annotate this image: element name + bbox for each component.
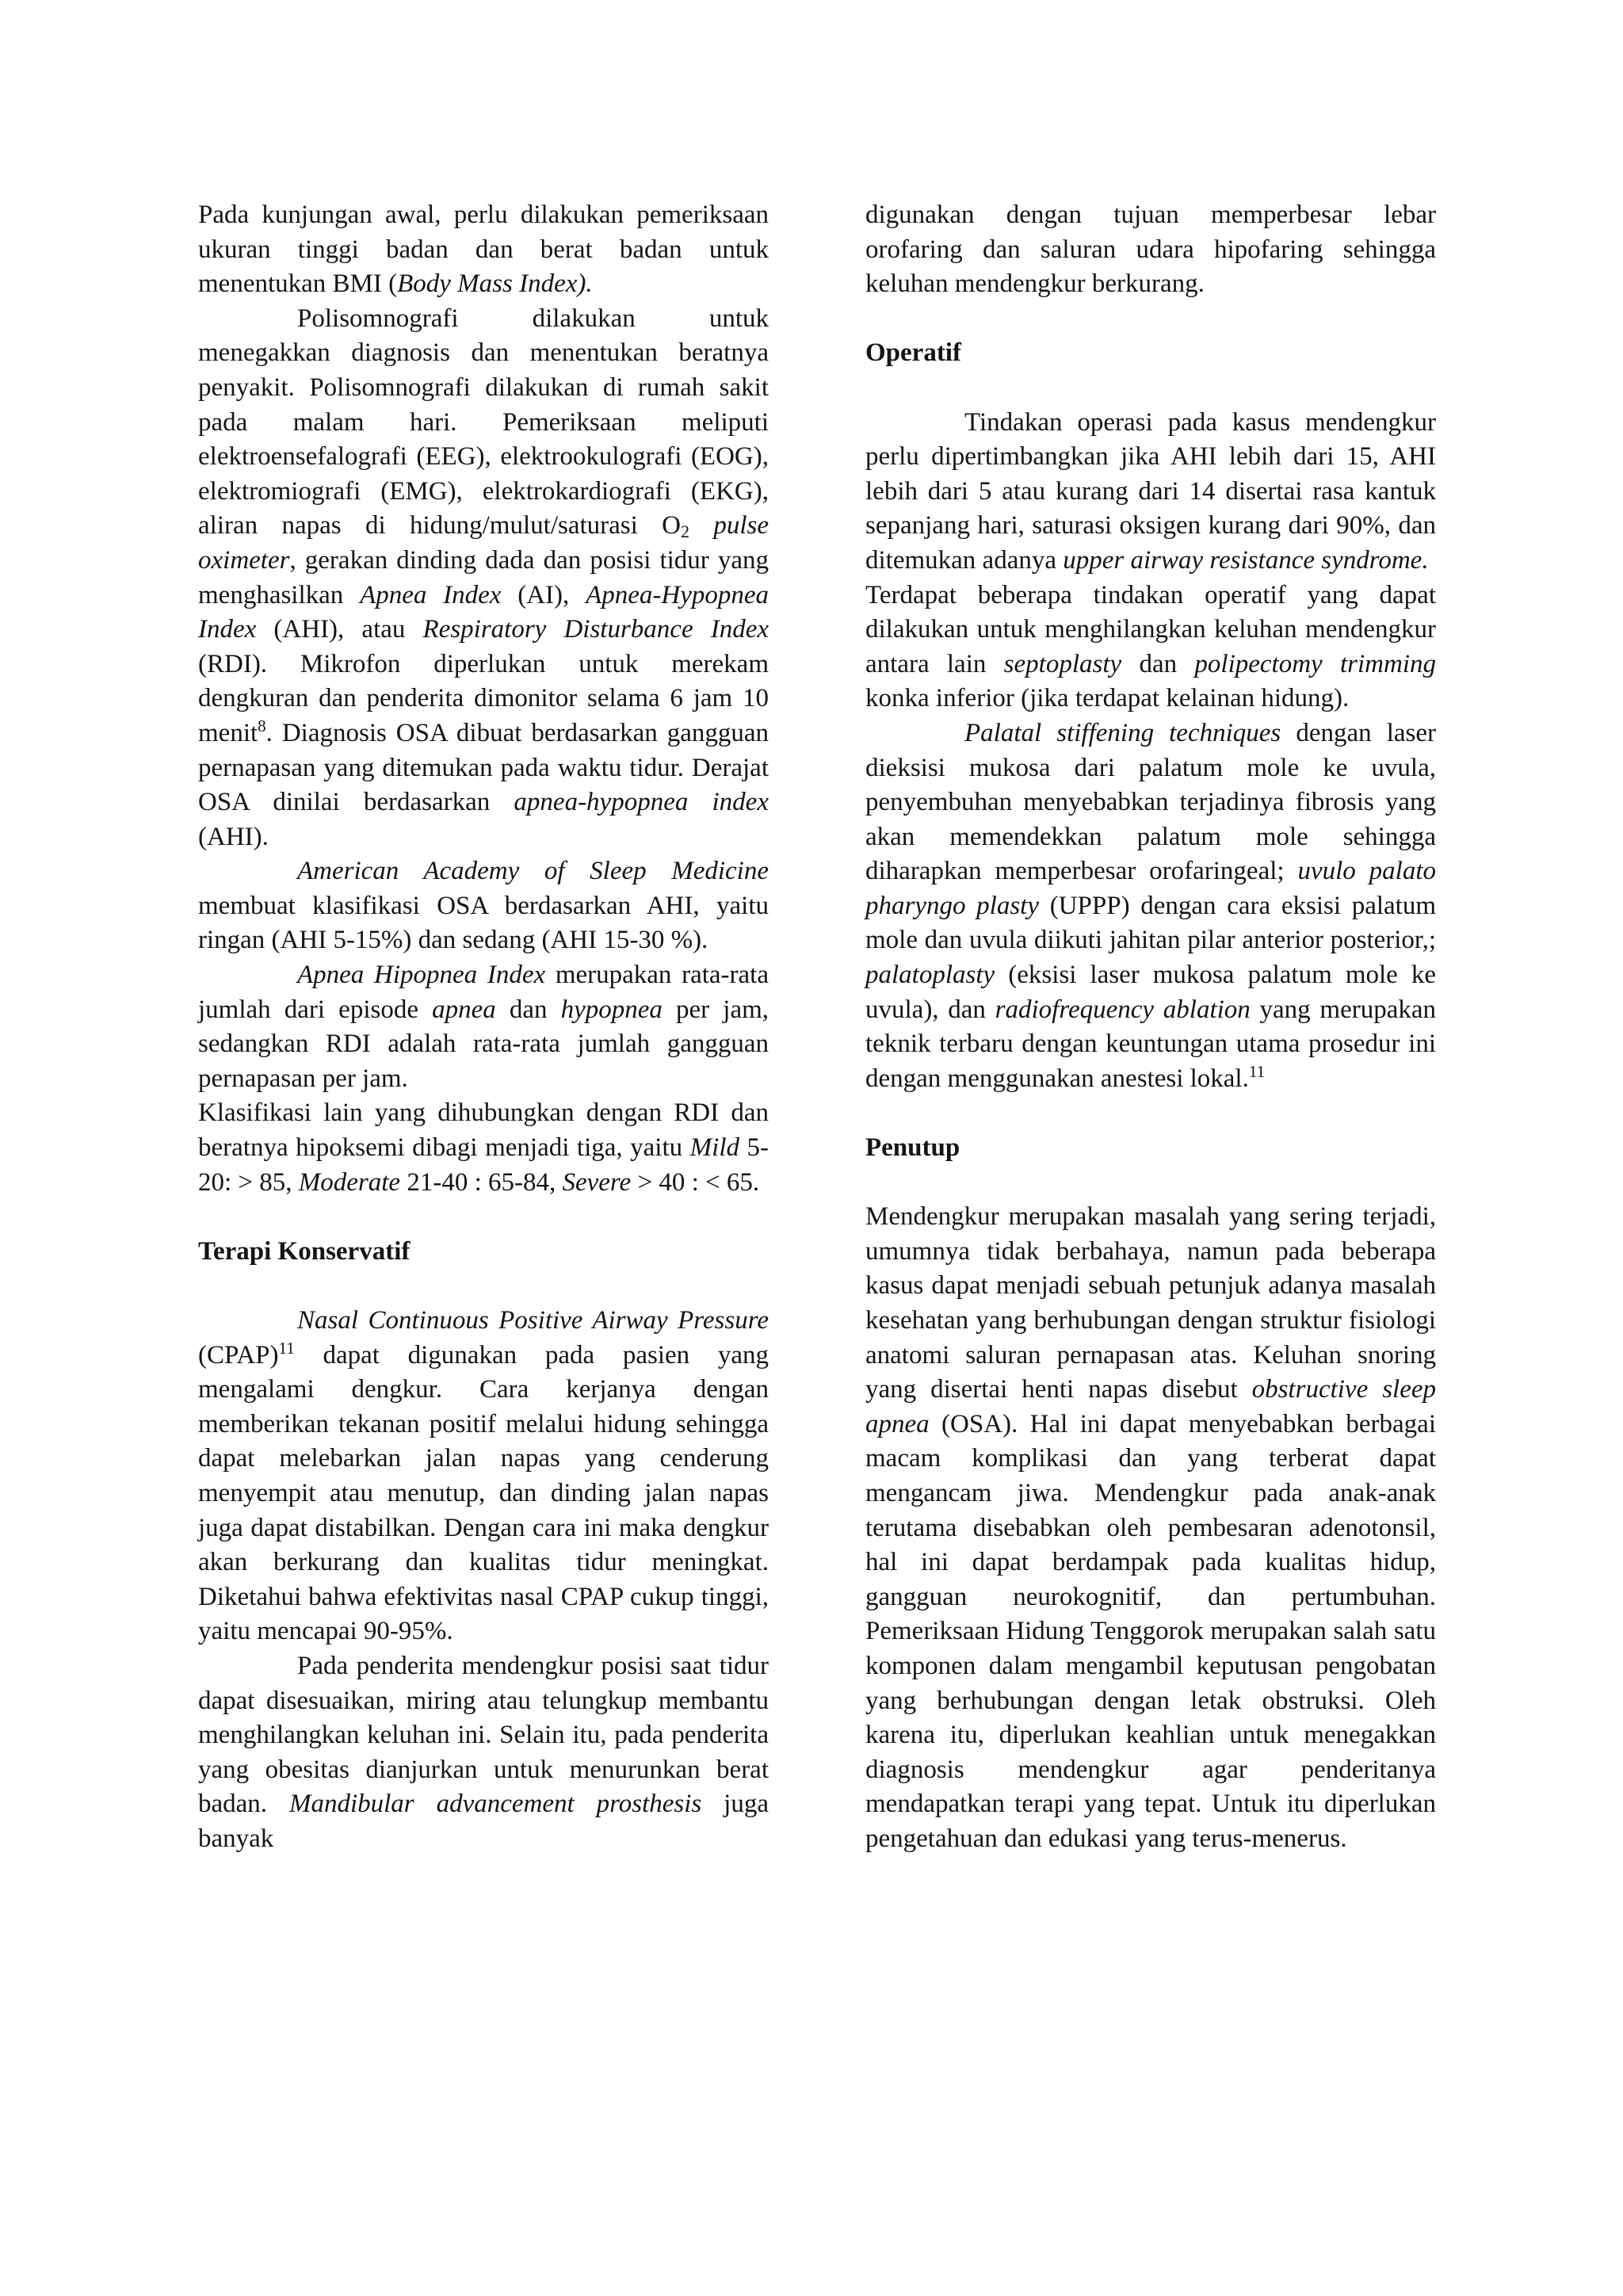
spacer xyxy=(865,1096,1436,1131)
text: (CPAP) xyxy=(198,1340,279,1370)
paragraph-ahi xyxy=(198,958,769,1096)
text: Pada kunjungan awal, perlu dilakukan pemeriksaan ukuran tinggi badan dan berat badan untuk menentukan BMI ( xyxy=(198,201,769,299)
text: Tindakan operasi pada kasus mendengkur perlu dipertimbangkan jika AHI lebih dari 15, AHI lebih dari 5 atau kurang dari 14 disertai rasa kantuk sepanjang hari, saturasi oksigen kurang dari 90%, dan ditemukan adanya xyxy=(865,407,1436,575)
text: (AHI). xyxy=(198,822,269,851)
text: Klasifikasi lain yang dihubungkan dengan RDI dan beratnya hipoksemi dibagi menjadi tiga, yaitu xyxy=(198,1098,769,1163)
spacer xyxy=(865,371,1436,406)
text-italic: Apnea Index xyxy=(360,580,502,609)
text-italic: Respiratory Disturbance Index xyxy=(422,615,769,644)
paragraph-surgery-indication xyxy=(865,406,1436,579)
subscript: 2 xyxy=(680,521,689,542)
paragraph-aasm xyxy=(198,854,769,958)
right-column xyxy=(865,198,1436,1857)
spacer xyxy=(198,1269,769,1304)
text: 21-40 : 65-84, xyxy=(400,1167,563,1197)
text: per jam, sedangkan RDI adalah rata-rata jumlah gangguan pernapasan per jam. xyxy=(198,995,769,1093)
text: Terdapat beberapa tindakan operatif yang dapat dilakukan untuk menghilangkan keluhan mendengkur antara lain xyxy=(865,580,1436,678)
section-heading-terapi-konservatif: Terapi Konservatif xyxy=(198,1236,411,1266)
text-italic: Severe xyxy=(562,1167,632,1197)
text: dan xyxy=(495,995,561,1024)
text: , gerakan dinding dada dan posisi tidur yang menghasilkan xyxy=(198,545,769,609)
text-italic: pulse oximeter xyxy=(198,511,769,575)
text: (eksisi laser mukosa palatum mole ke uvula), dan xyxy=(865,961,1436,1024)
text: (AI), xyxy=(501,580,586,609)
text-italic: uvulo palato pharyngo plasty xyxy=(865,857,1436,920)
text: konka inferior (jika terdapat kelainan hidung). xyxy=(865,684,1350,713)
paragraph-conclusion xyxy=(865,1200,1436,1856)
text: yang merupakan teknik terbaru dengan keuntungan utama prosedur ini dengan menggunakan anestesi lokal. xyxy=(865,995,1437,1093)
text: dapat digunakan pada pasien yang mengalami dengkur. Cara kerjanya dengan memberikan tekanan positif melalui hidung sehingga dapat melebarkan jalan napas yang cenderung menyempit atau menutup, dan dinding jalan napas juga dapat distabilkan. Dengan cara ini maka dengkur akan berkurang dan kualitas tidur meningkat. Diketahui bahwa efektivitas nasal CPAP cukup tinggi, yaitu mencapai 90-95%. xyxy=(198,1340,769,1646)
text-italic: apnea-hypopnea index xyxy=(514,788,769,817)
paragraph-cpap xyxy=(198,1304,769,1649)
spacer xyxy=(865,302,1436,337)
paragraph-rdi-classification xyxy=(198,1096,769,1200)
text-italic: Apnea Hipopnea Index xyxy=(297,961,546,990)
paragraph-initial-visit xyxy=(198,198,769,302)
text: Pada penderita mendengkur posisi saat tidur dapat disesuaikan, miring atau telungkup membantu menghilangkan keluhan ini. Selain itu, pada penderita yang obesitas dianjurkan untuk menurunkan berat badan. xyxy=(198,1651,769,1819)
text-italic: septoplasty xyxy=(1003,649,1122,678)
section-heading-operatif: Operatif xyxy=(865,338,961,368)
text-italic: radiofrequency ablation xyxy=(995,995,1251,1024)
left-column xyxy=(198,198,769,1857)
text-italic: Mild xyxy=(689,1133,739,1163)
superscript-citation: 11 xyxy=(1248,1061,1266,1081)
text: merupakan rata-rata jumlah dari episode xyxy=(198,961,769,1024)
paragraph-operative-actions xyxy=(865,579,1436,716)
text: . Diagnosis OSA dibuat berdasarkan gangguan pernapasan yang ditemukan pada waktu tidur. Derajat OSA dinilai berdasarkan xyxy=(198,718,769,817)
text-italic: Moderate xyxy=(298,1167,401,1197)
paragraph-palatal-techniques xyxy=(865,716,1436,1097)
text: (UPPP) dengan cara eksisi palatum mole dan uvula diikuti jahitan pilar anterior posterior,; xyxy=(865,891,1437,955)
spacer xyxy=(865,1166,1436,1201)
text-italic: apnea xyxy=(432,995,496,1024)
text: > 40 : < 65. xyxy=(631,1167,760,1197)
text-italic: Mandibular advancement prosthesis xyxy=(288,1790,702,1819)
text-italic: polipectomy trimming xyxy=(1194,649,1436,678)
text: dengan laser dieksisi mukosa dari palatum mole ke uvula, penyembuhan menyebabkan terjadinya fibrosis yang akan memendekkan palatum mole sehingga diharapkan memperbesar orofaringeal; xyxy=(865,718,1436,886)
text: membuat klasifikasi OSA berdasarkan AHI, yaitu ringan (AHI 5-15%) dan sedang (AHI 15-30 %). xyxy=(198,891,769,955)
section-heading-penutup: Penutup xyxy=(865,1133,960,1163)
text-italic: Palatal stiffening techniques xyxy=(964,718,1281,747)
text: dan xyxy=(1121,649,1195,678)
paragraph-polysomnography xyxy=(198,302,769,855)
text-italic: Apnea-Hypopnea Index xyxy=(198,580,769,644)
text-italic: Nasal Continuous Positive Airway Pressure xyxy=(297,1306,769,1335)
text: 5-20: > 85, xyxy=(198,1133,769,1197)
text-italic: Body Mass Index). xyxy=(397,269,593,299)
superscript-citation: 11 xyxy=(278,1338,295,1358)
text: (OSA). Hal ini dapat menyebabkan berbagai macam komplikasi dan yang terberat dapat mengancam jiwa. Mendengkur pada anak-anak terutama disebabkan oleh pembesaran adenotonsil, hal ini dapat berdampak pada kualitas hidup, gangguan neurokognitif, dan pertumbuhan. Pemeriksaan Hidung Tenggorok merupakan salah satu komponen dalam mengambil keputusan pengobatan yang berhubungan dengan letak obstruksi. Oleh karena itu, diperlukan keahlian untuk menegakkan diagnosis mendengkur agar penderitanya mendapatkan terapi yang tepat. Untuk itu diperlukan pengetahuan dan edukasi yang terus-menerus. xyxy=(865,1409,1436,1853)
text: juga banyak xyxy=(198,1790,769,1853)
text-italic: hypopnea xyxy=(560,995,663,1024)
text-italic: upper airway resistance syndrome. xyxy=(1063,545,1429,575)
paragraph-continuation: digunakan dengan tujuan memperbesar lebar orofaring dan saluran udara hipofaring sehingga keluhan mendengkur berkurang. xyxy=(865,201,1436,299)
spacer xyxy=(198,1200,769,1235)
text-italic: obstructive sleep apnea xyxy=(865,1375,1437,1438)
text-italic: American Academy of Sleep Medicine xyxy=(297,857,769,886)
text: Polisomnografi dilakukan untuk menegakkan diagnosis dan menentukan beratnya penyakit. Polisomnografi dilakukan di rumah sakit pada malam hari. Pemeriksaan meliputi elektroensefalografi (EEG), elektrookulografi (EOG), elektromiografi (EMG), elektrokardiografi (EKG), aliran napas di hidung/mulut/saturasi O xyxy=(198,304,769,541)
text: (RDI). Mikrofon diperlukan untuk merekam dengkuran dan penderita dimonitor selama 6 jam 10 menit xyxy=(198,649,769,747)
text-italic: palatoplasty xyxy=(865,961,995,990)
paragraph-sleep-position xyxy=(198,1649,769,1857)
superscript-citation: 8 xyxy=(258,716,266,735)
text: (AHI), atau xyxy=(256,615,423,644)
text: Mendengkur merupakan masalah yang sering terjadi, umumnya tidak berbahaya, namun pada beberapa kasus dapat menjadi sebuah petunjuk adanya masalah kesehatan yang berhubungan dengan struktur fisiologi anatomi saluran pernapasan atas. Keluhan snoring yang disertai henti napas disebut xyxy=(865,1202,1436,1404)
